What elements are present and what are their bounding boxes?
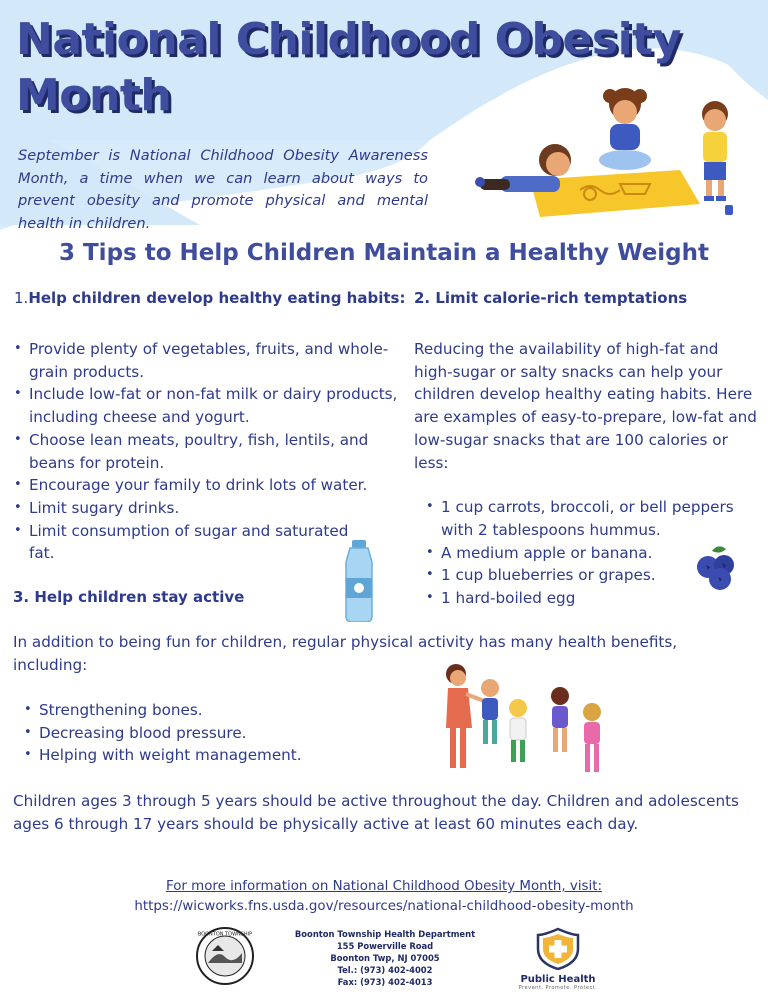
list-item: • Helping with weight management.: [24, 744, 404, 767]
title-line-1: National Childhood Obesity: [16, 14, 681, 65]
tip1-heading: [14, 289, 409, 307]
dept-address2: Boonton Twp, NJ 07005: [330, 953, 440, 964]
list-item: • Choose lean meats, poultry, fish, lentils, and beans for protein.: [14, 429, 409, 474]
list-item: • Include low-fat or non-fat milk or dairy products, including cheese and yogurt.: [14, 383, 409, 428]
township-seal-logo: [196, 927, 254, 985]
tip1-list: [14, 338, 409, 565]
list-item: • 1 cup carrots, broccoli, or bell peppers with 2 tablespoons hummus.: [426, 496, 746, 541]
seal-text: BOONTON TOWNSHIP: [197, 931, 253, 938]
list-item: • Decreasing blood pressure.: [24, 722, 404, 745]
tip3-closing: Children ages 3 through 5 years should be active throughout the day. Children and adolescents ages 6 through 17 years should be physically active at least 60 minutes each day.: [13, 792, 739, 833]
tip1-heading-text: Help children develop healthy eating habits:: [28, 289, 406, 307]
public-health-shield-icon: [518, 926, 598, 970]
tip1-number: 1.: [14, 289, 29, 307]
tip2-heading: 2. Limit calorie-rich temptations: [414, 289, 688, 307]
dept-address1: 155 Powerville Road: [336, 941, 434, 952]
children-drawing-illustration: [470, 82, 750, 222]
public-health-logo: [518, 926, 598, 991]
intro-paragraph: September is National Childhood Obesity Awareness Month, a time when we can learn about ways to prevent obesity and promote physical and mental health in children.: [18, 147, 428, 232]
title-line-2: Month: [16, 70, 172, 121]
list-item: • Encourage your family to drink lots of water.: [14, 474, 409, 497]
dept-tel: Tel.: (973) 402-4002: [337, 965, 433, 976]
public-health-tagline: Prevent. Promote. Protect.: [518, 985, 598, 991]
blueberries-icon: [692, 543, 740, 591]
department-info: [290, 928, 480, 988]
tip3-list: [24, 699, 404, 767]
tip2-paragraph: Reducing the availability of high-fat and high-sugar or salty snacks can help your children develop healthy eating habits. Here are examples of easy-to-prepare, low-fat and low-sugar snacks that are 100 calories or less:: [414, 340, 757, 472]
list-item: • Limit consumption of sugar and saturated fat.: [14, 520, 409, 565]
list-item: • 1 hard-boiled egg: [426, 587, 746, 610]
dept-fax: Fax: (973) 402-4013: [337, 977, 433, 988]
water-bottle-icon: [338, 540, 380, 622]
list-item: • 1 cup blueberries or grapes.: [426, 564, 746, 587]
resource-url[interactable]: https://wicworks.fns.usda.gov/resources/national-childhood-obesity-month: [134, 899, 634, 914]
list-item: • Strengthening bones.: [24, 699, 404, 722]
list-item: • A medium apple or banana.: [426, 542, 746, 565]
dept-name: Boonton Township Health Department: [294, 929, 476, 939]
children-playing-illustration: [436, 660, 616, 792]
more-info-link[interactable]: For more information on National Childhood Obesity Month, visit:: [165, 879, 603, 894]
list-item: • Provide plenty of vegetables, fruits, and whole-grain products.: [14, 338, 409, 383]
tip1-section: [14, 289, 409, 565]
tip3-paragraph: In addition to being fun for children, regular physical activity has many health benefits, including:: [13, 633, 678, 674]
public-health-label: Public Health: [520, 974, 596, 985]
list-item: • Limit sugary drinks.: [14, 497, 409, 520]
tips-heading: 3 Tips to Help Children Maintain a Healthy Weight: [58, 240, 710, 266]
tip3-heading: 3. Help children stay active: [13, 588, 245, 606]
